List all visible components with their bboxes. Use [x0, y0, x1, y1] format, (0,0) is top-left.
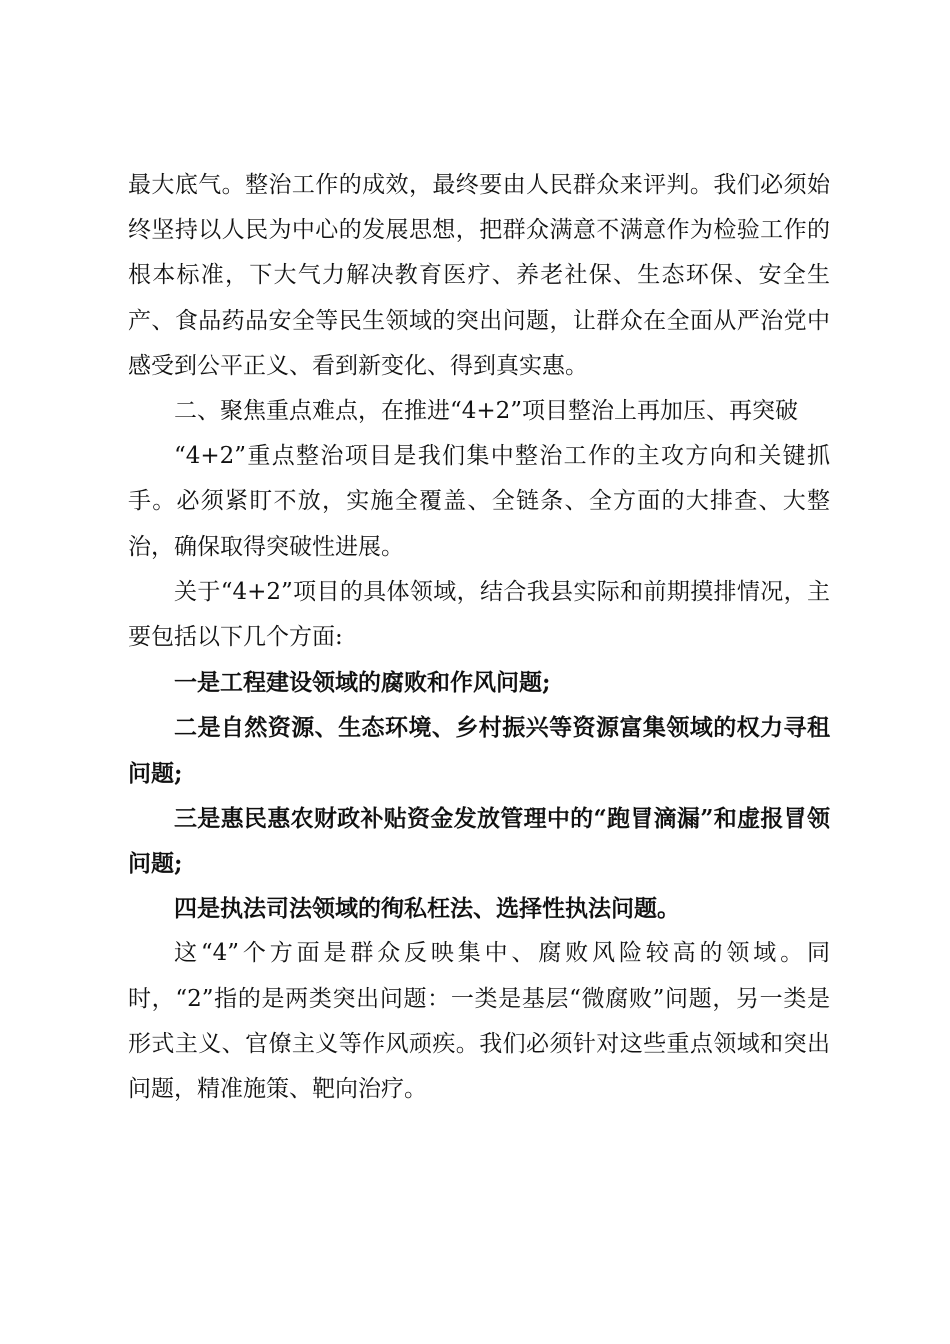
list-item-2: 二是自然资源、生态环境、乡村振兴等资源富集领域的权力寻租问题;	[128, 714, 830, 787]
document-body	[128, 163, 830, 1112]
list-item-3: 三是惠民惠农财政补贴资金发放管理中的“跑冒滴漏”和虚报冒领问题;	[128, 804, 830, 878]
paragraph-summary: 这“4”个方面是群众反映集中、腐败风险较高的领域。同时，“2”指的是两类突出问题：一类是基层“微腐败”问题，另一类是形式主义、官僚主义等作风顽疾。我们必须针对这些重点领域和突出问题，精准施策、靶向治疗。	[128, 940, 830, 1103]
paragraph-areas-lead: 关于“4+2”项目的具体领域，结合我县实际和前期摸排情况，主要包括以下几个方面:	[128, 578, 830, 651]
list-item-1: 一是工程建设领域的腐败和作风问题;	[174, 669, 551, 697]
paragraph-intro: “4+2”重点整治项目是我们集中整治工作的主攻方向和关键抓手。必须紧盯不放，实施全覆盖、全链条、全方面的大排查、大整治，确保取得突破性进展。	[128, 443, 830, 560]
list-item-4: 四是执法司法领域的徇私枉法、选择性执法问题。	[174, 895, 680, 923]
paragraph-continuation: 最大底气。整治工作的成效，最终要由人民群众来评判。我们必须始终坚持以人民为中心的发展思想，把群众满意不满意作为检验工作的根本标准，下大气力解决教育医疗、养老社保、生态环保、安全生产、食品药品安全等民生领域的突出问题，让群众在全面从严治党中感受到公平正义、看到新变化、得到真实惠。	[128, 172, 830, 379]
section-heading: 二、聚焦重点难点，在推进“4+2”项目整治上再加压、再突破	[174, 398, 799, 425]
